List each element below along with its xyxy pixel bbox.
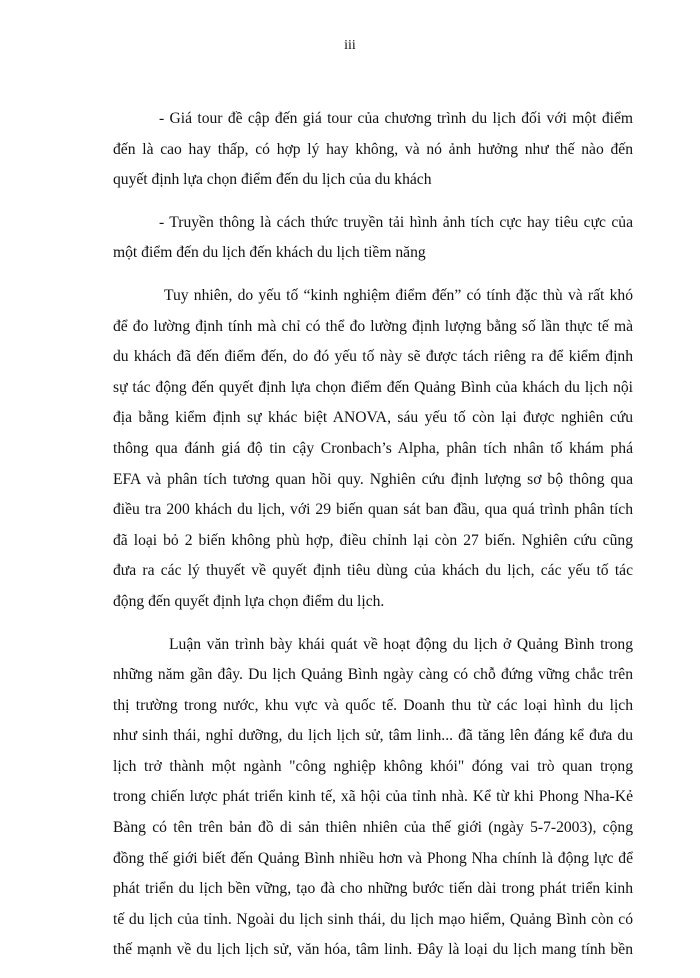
text-line: động đến quyết định lựa chọn điểm du lịch. <box>113 592 385 610</box>
text-line: sự tác động đến quyết định lựa chọn điểm đến Quảng Bình của khách du lịch nội <box>113 378 633 396</box>
text-line: những năm gần đây. Du lịch Quảng Bình ngày càng có chỗ đứng vững chắc trên <box>113 666 633 684</box>
paragraph-research-method <box>113 281 633 618</box>
paragraph-tourism-overview <box>113 630 633 967</box>
text-line: đưa ra các lý thuyết về quyết định tiêu dùng của khách du lịch, các yếu tố tác <box>113 562 633 580</box>
bullet-tour-price <box>113 104 633 196</box>
text-line: một điểm đến du lịch đến khách du lịch tiềm năng <box>113 244 426 262</box>
page-number: iii <box>344 38 356 53</box>
text-line: phát triển du lịch bền vững, tạo đà cho những bước tiến dài trong phát triển kinh <box>113 880 633 898</box>
text-line: Luận văn trình bày khái quát về hoạt động du lịch ở Quảng Bình trong <box>169 635 633 653</box>
text-line: - Giá tour đề cập đến giá tour của chương trình du lịch đối với một điểm <box>159 110 633 127</box>
text-line: đã loại bỏ 2 biến không phù hợp, điều chỉnh lại còn 27 biến. Nghiên cứu cũng <box>113 531 633 549</box>
text-line: EFA và phân tích tương quan hồi quy. Nghiên cứu định lượng sơ bộ thông qua <box>113 470 633 488</box>
text-line: thế mạnh về du lịch lịch sử, văn hóa, tâm linh. Đây là loại du lịch mang tính bền <box>113 941 633 959</box>
text-line: địa bằng kiểm định sự khác biệt ANOVA, sáu yếu tố còn lại được nghiên cứu <box>113 409 633 427</box>
text-line: du khách đã đến điểm đến, do đó yếu tố này sẽ được tách riêng ra để kiểm định <box>113 348 633 366</box>
body-text <box>113 104 633 978</box>
text-line: tế du lịch của tỉnh. Ngoài du lịch sinh thái, du lịch mạo hiểm, Quảng Bình còn có <box>113 910 633 928</box>
text-line: đến là cao hay thấp, có hợp lý hay không, và nó ảnh hưởng như thế nào đến <box>113 140 633 158</box>
text-line: quyết định lựa chọn điểm đến du lịch của du khách <box>113 171 432 189</box>
text-line: Bàng có tên trên bản đồ di sản thiên nhiên của thế giới (ngày 5-7-2003), cộng <box>113 819 633 837</box>
text-line: điều tra 200 khách du lịch, với 29 biến quan sát ban đầu, qua quá trình phân tích <box>113 501 633 519</box>
text-line: để đo lường định tính mà chỉ có thể đo lường định lượng bằng số lần thực tế mà <box>113 317 633 335</box>
text-line: thị trường trong nước, khu vực và quốc tế. Doanh thu từ các loại hình du lịch <box>113 696 633 714</box>
text-line: đồng thế giới biết đến Quảng Bình nhiều hơn và Phong Nha chính là động lực để <box>113 849 633 867</box>
text-line: thông qua đánh giá độ tin cậy Cronbach’s Alpha, phân tích nhân tố khám phá <box>113 439 633 457</box>
text-line: như sinh thái, nghỉ dưỡng, du lịch lịch sử, tâm linh... đã tăng lên đáng kể đưa du <box>113 727 633 745</box>
text-line: - Truyền thông là cách thức truyền tải hình ảnh tích cực hay tiêu cực của <box>159 213 633 231</box>
text-line: lịch trở thành một ngành "công nghiệp không khói" đóng vai trò quan trọng <box>113 757 633 775</box>
text-line: Tuy nhiên, do yếu tố “kinh nghiệm điểm đến” có tính đặc thù và rất khó <box>164 286 633 304</box>
bullet-media <box>113 208 633 269</box>
text-line: trong chiến lược phát triển kinh tế, xã hội của tỉnh nhà. Kể từ khi Phong Nha-Kẻ <box>113 788 633 806</box>
